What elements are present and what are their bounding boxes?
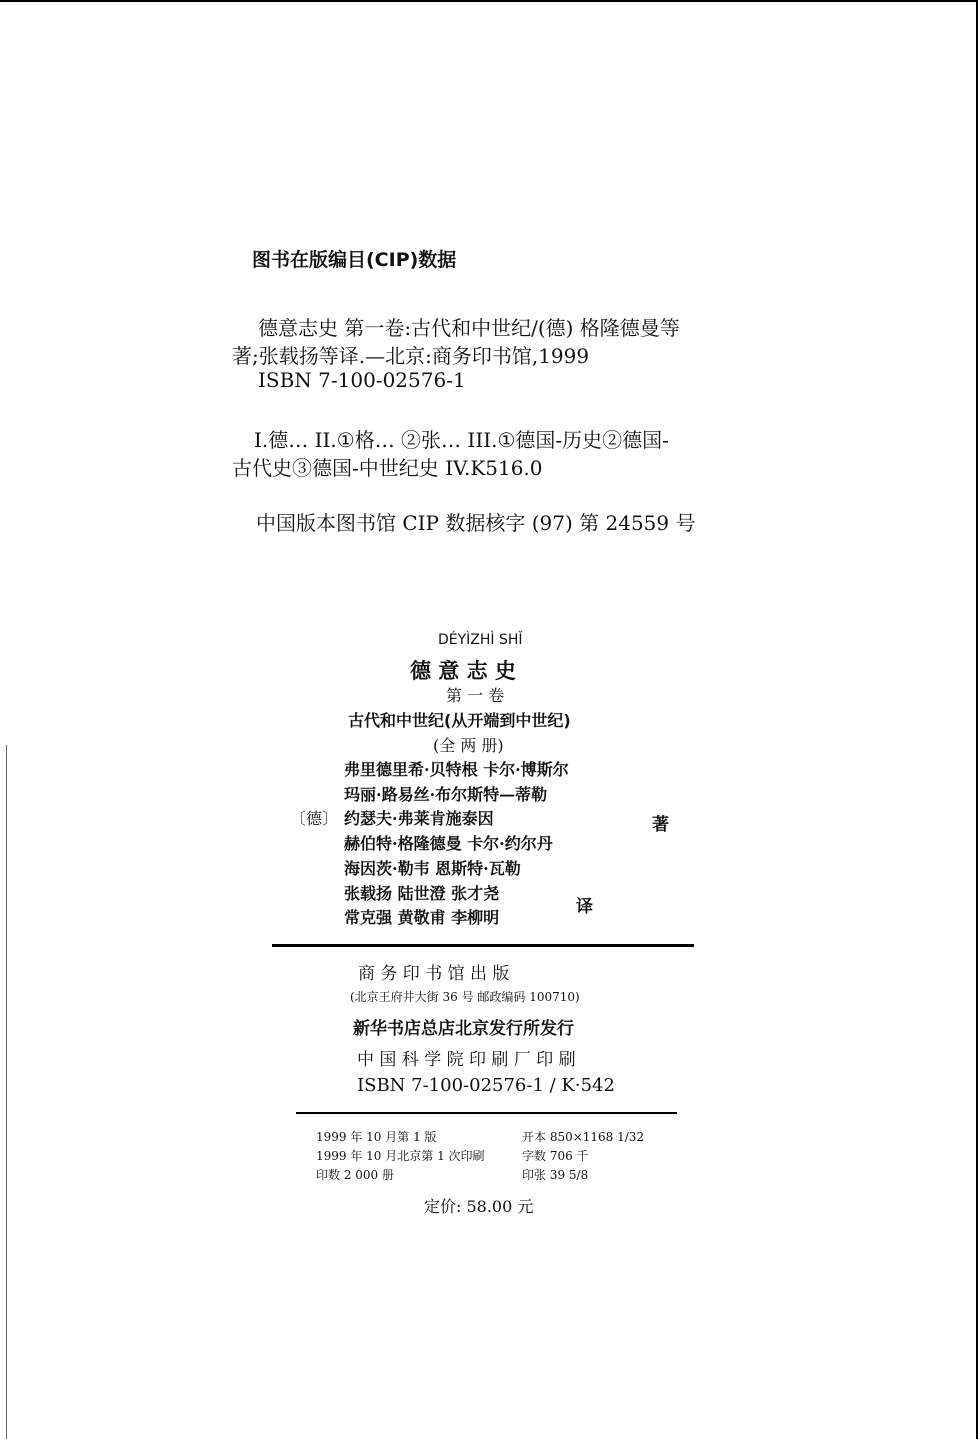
translator-role: 译 — [576, 897, 593, 917]
author-nationality: 〔德〕 — [290, 809, 339, 828]
authors-line2: 玛丽·路易丝·布尔斯特—蒂勒 — [344, 785, 548, 804]
cip-entry-line2: 著;张载扬等译.—北京:商务印书馆,1999 — [232, 344, 590, 368]
title-pinyin: DÉYÌZHÌ SHǏ — [438, 632, 523, 648]
page-left-margin-line — [6, 745, 7, 1439]
book-subtitle: 古代和中世纪(从开端到中世纪) — [348, 711, 571, 730]
volume-label: 第 一 卷 — [446, 686, 505, 705]
authors-line4: 赫伯特·格隆德曼 卡尔·约尔丹 — [344, 834, 553, 853]
cip-entry-line1: 德意志史 第一卷:古代和中世纪/(德) 格隆德曼等 — [258, 316, 680, 340]
page-top-border — [0, 0, 978, 2]
cip-subject-line2: 古代史③德国-中世纪史 IV.K516.0 — [232, 456, 543, 480]
cip-heading: 图书在版编目(CIP)数据 — [252, 249, 457, 271]
authors-line1: 弗里德里希·贝特根 卡尔·博斯尔 — [344, 760, 569, 779]
price: 定价: 58.00 元 — [424, 1197, 534, 1216]
authors-line5: 海因茨·勒韦 恩斯特·瓦勒 — [344, 859, 521, 878]
translators-line2: 常克强 黄敬甫 李柳明 — [344, 908, 500, 927]
printing: 1999 年 10 月北京第 1 次印刷 — [316, 1149, 485, 1163]
publisher-address: (北京王府井大街 36 号 邮政编码 100710) — [350, 990, 580, 1004]
printer: 中 国 科 学 院 印 刷 厂 印 刷 — [357, 1050, 576, 1070]
set-note: (全 两 册) — [433, 736, 504, 755]
format: 开本 850×1168 1/32 — [522, 1130, 645, 1144]
sheets: 印张 39 5/8 — [522, 1168, 589, 1182]
edition: 1999 年 10 月第 1 版 — [316, 1130, 437, 1144]
cip-subject-line1: I.德… II.①格… ②张… III.①德国-历史②德国- — [254, 428, 669, 452]
separator-thin — [296, 1112, 677, 1114]
word-count: 字数 706 千 — [522, 1149, 589, 1163]
distributor: 新华书店总店北京发行所发行 — [353, 1019, 574, 1039]
author-role: 著 — [652, 815, 669, 835]
cip-approval-number: 中国版本图书馆 CIP 数据核字 (97) 第 24559 号 — [256, 511, 696, 535]
authors-line3: 约瑟夫·弗莱肯施泰因 — [344, 809, 494, 828]
publisher: 商 务 印 书 馆 出 版 — [358, 964, 510, 984]
book-title: 德 意 志 史 — [410, 658, 516, 683]
cip-isbn: ISBN 7-100-02576-1 — [258, 368, 466, 392]
separator-thick — [272, 944, 694, 947]
isbn-full: ISBN 7-100-02576-1 / K·542 — [357, 1075, 615, 1096]
print-run: 印数 2 000 册 — [316, 1168, 394, 1182]
translators-line1: 张载扬 陆世澄 张才尧 — [344, 884, 500, 903]
